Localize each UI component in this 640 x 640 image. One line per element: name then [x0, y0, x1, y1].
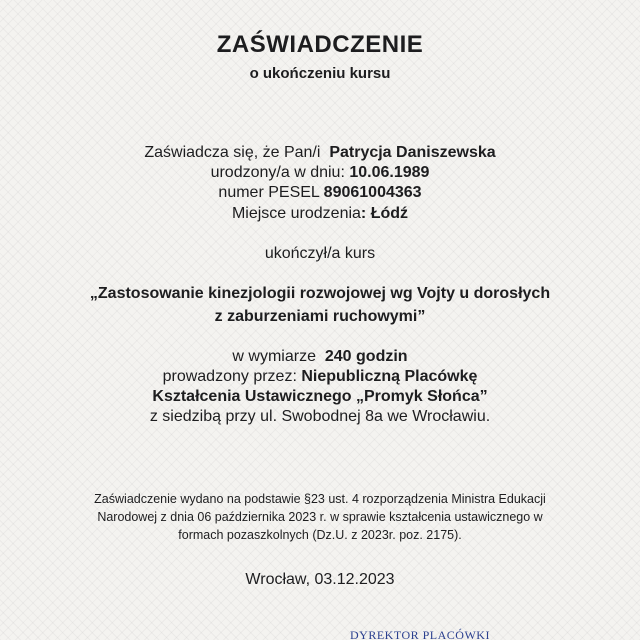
legal-basis-line-3: formach pozaszkolnych (Dz.U. z 2023r. poz. 2175).: [178, 528, 462, 542]
legal-basis-line-1: Zaświadczenie wydano na podstawie §23 ust. 4 rozporządzenia Ministra Edukacji: [94, 492, 546, 506]
legal-basis-line-2: Narodowej z dnia 06 października 2023 r. w sprawie kształcenia ustawicznego w: [97, 510, 543, 524]
provider-line: [0, 368, 640, 386]
birthplace-colon: :: [360, 205, 367, 222]
provider-label: prowadzony przez:: [162, 368, 297, 385]
recipient-label: Zaświadcza się, że Pan/i: [144, 144, 321, 161]
provider-address: z siedzibą przy ul. Swobodnej 8a we Wrocławiu.: [149, 408, 491, 425]
scope-line: [0, 348, 640, 366]
pesel-line: [0, 184, 640, 202]
birthplace-label: Miejsce urodzenia: [231, 205, 361, 222]
pesel-value: 89061004363: [323, 184, 422, 201]
recipient-name: Patrycja Daniszewska: [329, 144, 496, 161]
place-and-date: Wrocław, 03.12.2023: [245, 571, 395, 588]
pesel-label: numer PESEL: [218, 184, 320, 201]
director-signature-stamp: DYREKTOR PLACÓWKI: [350, 628, 490, 640]
document-title: ZAŚWIADCZENIE: [216, 31, 424, 58]
birthplace-value: Łódź: [370, 205, 409, 222]
provider-name-2: Kształcenia Ustawicznego „Promyk Słońca”: [152, 388, 488, 405]
scope-hours: 240 godzin: [324, 348, 408, 365]
birthplace-line: [0, 205, 640, 223]
course-title-line-2: z zaburzeniami ruchowymi”: [214, 308, 426, 325]
document-subtitle: o ukończeniu kursu: [249, 65, 391, 82]
recipient-line: [0, 144, 640, 162]
birth-date-label: urodzony/a w dniu:: [210, 164, 345, 181]
scope-label: w wymiarze: [232, 348, 316, 365]
provider-name-1: Niepubliczną Placówkę: [301, 368, 478, 385]
completed-label: ukończył/a kurs: [264, 245, 376, 262]
course-title-line-1: „Zastosowanie kinezjologii rozwojowej wg Vojty u dorosłych: [89, 285, 551, 302]
birth-date-value: 10.06.1989: [349, 164, 430, 181]
birth-date-line: [0, 164, 640, 182]
